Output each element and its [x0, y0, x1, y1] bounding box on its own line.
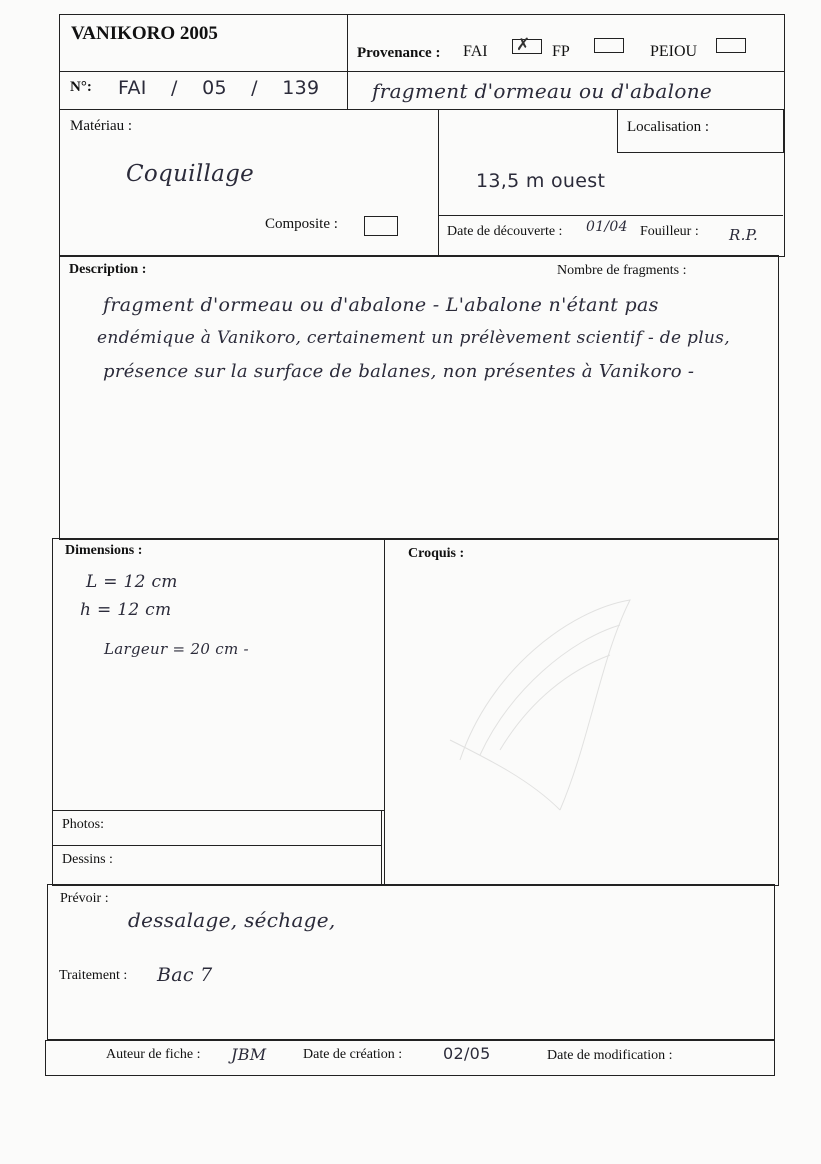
digger-value: R.P. [729, 226, 759, 244]
dimensions-label: Dimensions : [65, 543, 143, 558]
created-value: 02/05 [443, 1044, 491, 1063]
created-label: Date de création : [303, 1047, 403, 1062]
material-label: Matériau : [70, 118, 133, 134]
modified-label: Date de modification : [547, 1048, 673, 1063]
digger-label: Fouilleur : [640, 224, 699, 239]
sketch-label: Croquis : [408, 546, 465, 561]
checkbox-cross-icon: ✗ [516, 35, 531, 55]
treatment-value: Bac 7 [157, 964, 213, 986]
description-line-3: présence sur la surface de balanes, non présentes à Vanikoro - [103, 361, 695, 382]
location-label: Localisation : [627, 119, 710, 135]
plan-value: dessalage, séchage, [128, 908, 336, 932]
fragments-count-label: Nombre de fragments : [557, 263, 687, 278]
number-value: FAI / 05 / 139 [118, 77, 320, 99]
object-name: fragment d'ormeau ou d'abalone [372, 79, 713, 103]
description-label: Description : [69, 262, 147, 277]
location-value: 13,5 m ouest [476, 170, 606, 192]
discovery-date-value: 01/04 [586, 219, 628, 235]
dimension-width: Largeur = 20 cm - [104, 640, 249, 658]
checkbox-peiou[interactable] [716, 38, 746, 53]
provenance-label: Provenance : [357, 45, 441, 61]
description-line-1: fragment d'ormeau ou d'abalone - L'abalone n'étant pas [103, 294, 659, 316]
discovery-date-label: Date de découverte : [447, 224, 563, 239]
author-label: Auteur de fiche : [106, 1047, 201, 1062]
checkbox-fp[interactable] [594, 38, 624, 53]
plan-label: Prévoir : [60, 891, 109, 906]
drawings-label: Dessins : [62, 852, 113, 867]
material-value: Coquillage [126, 161, 255, 187]
dimension-length: L = 12 cm [86, 572, 178, 592]
dimension-height: h = 12 cm [80, 600, 172, 620]
description-line-2: endémique à Vanikoro, certainement un prélèvement scientif - de plus, [97, 328, 730, 348]
composite-checkbox[interactable] [364, 216, 398, 236]
treatment-label: Traitement : [59, 968, 128, 983]
shell-sketch-drawing [420, 580, 650, 830]
number-label: N°: [70, 79, 92, 95]
checkbox-fai[interactable] [512, 35, 542, 55]
photos-label: Photos: [62, 817, 105, 832]
author-value: JBM [231, 1045, 267, 1064]
composite-label: Composite : [265, 216, 338, 232]
provenance-option-fp: FP [552, 43, 570, 60]
provenance-option-peiou: PEIOU [650, 43, 698, 60]
site-title: VANIKORO 2005 [71, 23, 218, 44]
provenance-option-fai: FAI [463, 43, 488, 60]
